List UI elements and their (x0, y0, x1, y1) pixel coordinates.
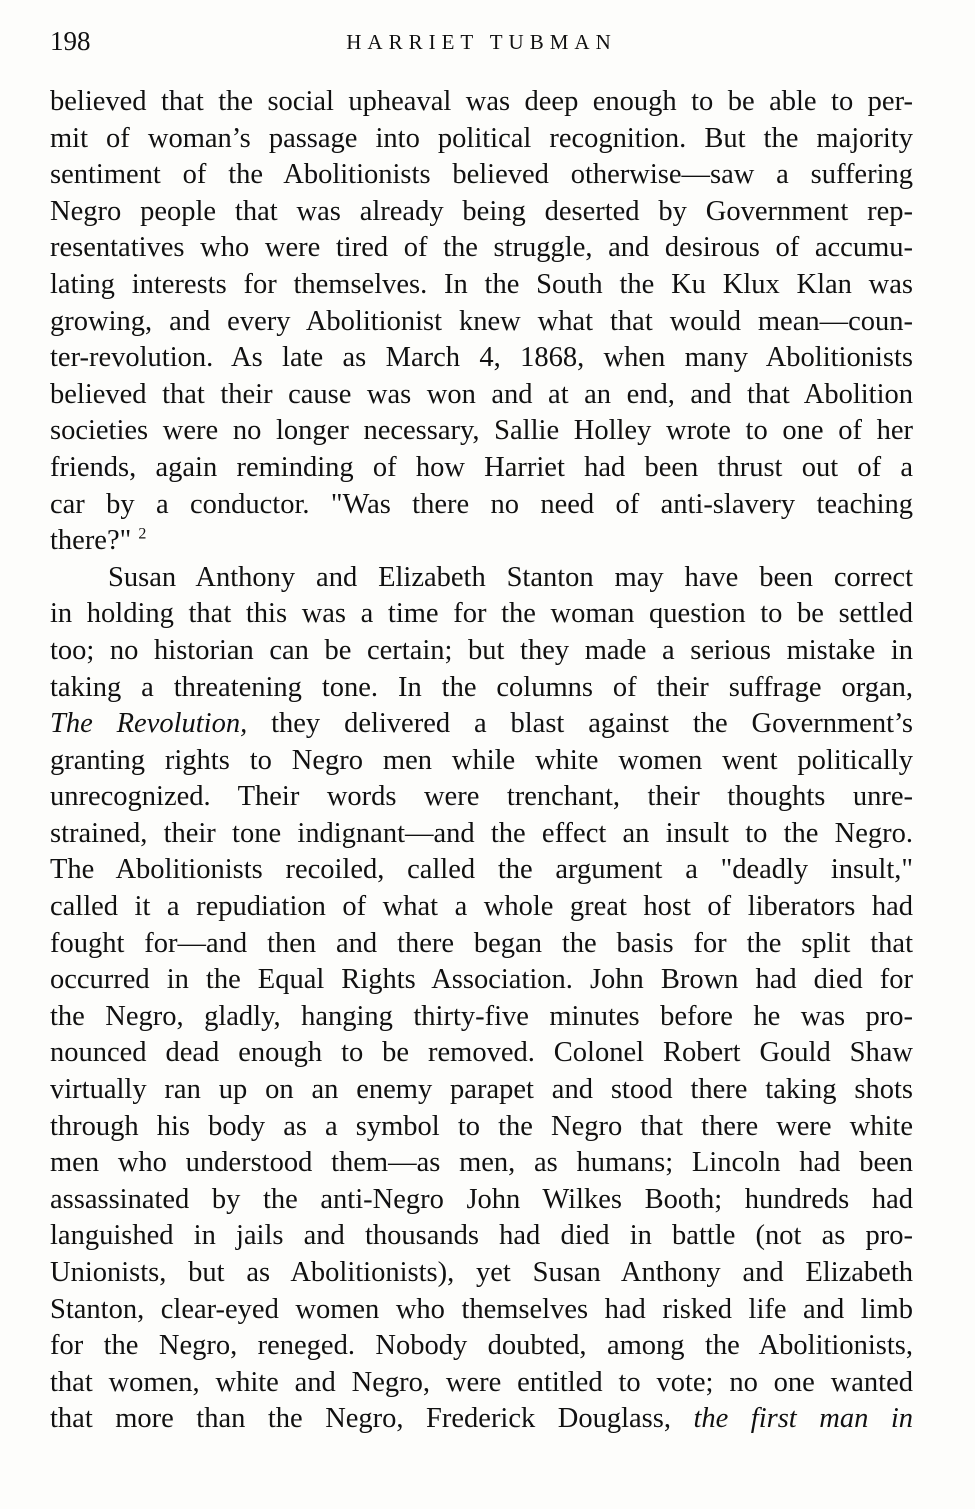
text-line: taking a threatening tone. In the columns of their suffrage organ, (50, 671, 913, 703)
text-line: societies were no longer necessary, Sallie Holley wrote to one of her (50, 415, 913, 447)
text-line: mit of woman’s passage into political recognition. But the majority (50, 122, 913, 154)
text-line: virtually ran up on an enemy parapet and stood there taking shots (50, 1074, 913, 1106)
text-line (50, 1401, 913, 1438)
text-line-content: they delivered a blast against the Government’s (247, 708, 913, 740)
emphasized-phrase: the first man in (693, 1403, 913, 1435)
text-line (50, 706, 913, 743)
text-line: too; no historian can be certain; but they made a serious mistake in (50, 634, 913, 666)
text-line: the Negro, gladly, hanging thirty-five minutes before he was pro- (50, 1000, 913, 1032)
text-line: Stanton, clear-eyed women who themselves had risked life and limb (50, 1293, 913, 1325)
page-number: 198 (50, 26, 91, 56)
text-line: men who understood them—as men, as humans; Lincoln had been (50, 1147, 913, 1179)
text-line: that women, white and Negro, were entitled to vote; no one wanted (50, 1366, 913, 1398)
text-line: believed that their cause was won and at an end, and that Abolition (50, 378, 913, 410)
footnote-reference: 2 (138, 525, 147, 543)
text-line: granting rights to Negro men while white women went politically (50, 744, 913, 776)
text-line: Negro people that was already being deserted by Government rep- (50, 195, 913, 227)
text-line-content: there?" (50, 525, 132, 557)
text-line: fought for—and then and there began the basis for the split that (50, 927, 913, 959)
text-line: for the Negro, reneged. Nobody doubted, among the Abolitionists, (50, 1330, 913, 1362)
publication-title: The Revolution, (50, 708, 248, 740)
text-line: believed that the social upheaval was deep enough to be able to per- (50, 86, 913, 117)
running-head (50, 26, 913, 60)
text-line: car by a conductor. "Was there no need of anti-slavery teaching (50, 488, 913, 520)
text-line: occurred in the Equal Rights Association. John Brown had died for (50, 964, 913, 996)
text-line-paragraph-start: Susan Anthony and Elizabeth Stanton may have been correct (108, 561, 913, 593)
text-line: assassinated by the anti-Negro John Wilkes Booth; hundreds had (50, 1183, 913, 1215)
text-line: strained, their tone indignant—and the effect an insult to the Negro. (50, 817, 913, 849)
text-line: languished in jails and thousands had died in battle (not as pro- (50, 1220, 913, 1252)
body-text (50, 84, 913, 1438)
text-line-content: that more than the Negro, Frederick Douglass, (50, 1403, 694, 1435)
text-line: called it a repudiation of what a whole great host of liberators had (50, 891, 913, 923)
text-line: lating interests for themselves. In the South the Ku Klux Klan was (50, 268, 913, 300)
text-line: nounced dead enough to be removed. Colonel Robert Gould Shaw (50, 1037, 913, 1069)
text-line: in holding that this was a time for the woman question to be settled (50, 598, 913, 630)
text-line: friends, again reminding of how Harriet had been thrust out of a (50, 451, 913, 483)
running-title: HARRIET TUBMAN (346, 30, 617, 54)
text-line: ter-revolution. As late as March 4, 1868, when many Abolitionists (50, 342, 913, 374)
text-line: The Abolitionists recoiled, called the argument a "deadly insult," (50, 854, 913, 886)
text-line: unrecognized. Their words were trenchant, their thoughts unre- (50, 781, 913, 813)
text-line-paragraph-end (50, 523, 913, 560)
text-line: growing, and every Abolitionist knew what that would mean—coun- (50, 305, 913, 337)
text-line: resentatives who were tired of the struggle, and desirous of accumu- (50, 232, 913, 264)
text-line: sentiment of the Abolitionists believed otherwise—saw a suffering (50, 159, 913, 191)
text-line: Unionists, but as Abolitionists), yet Susan Anthony and Elizabeth (50, 1257, 913, 1288)
text-line: through his body as a symbol to the Negro that there were white (50, 1110, 913, 1142)
